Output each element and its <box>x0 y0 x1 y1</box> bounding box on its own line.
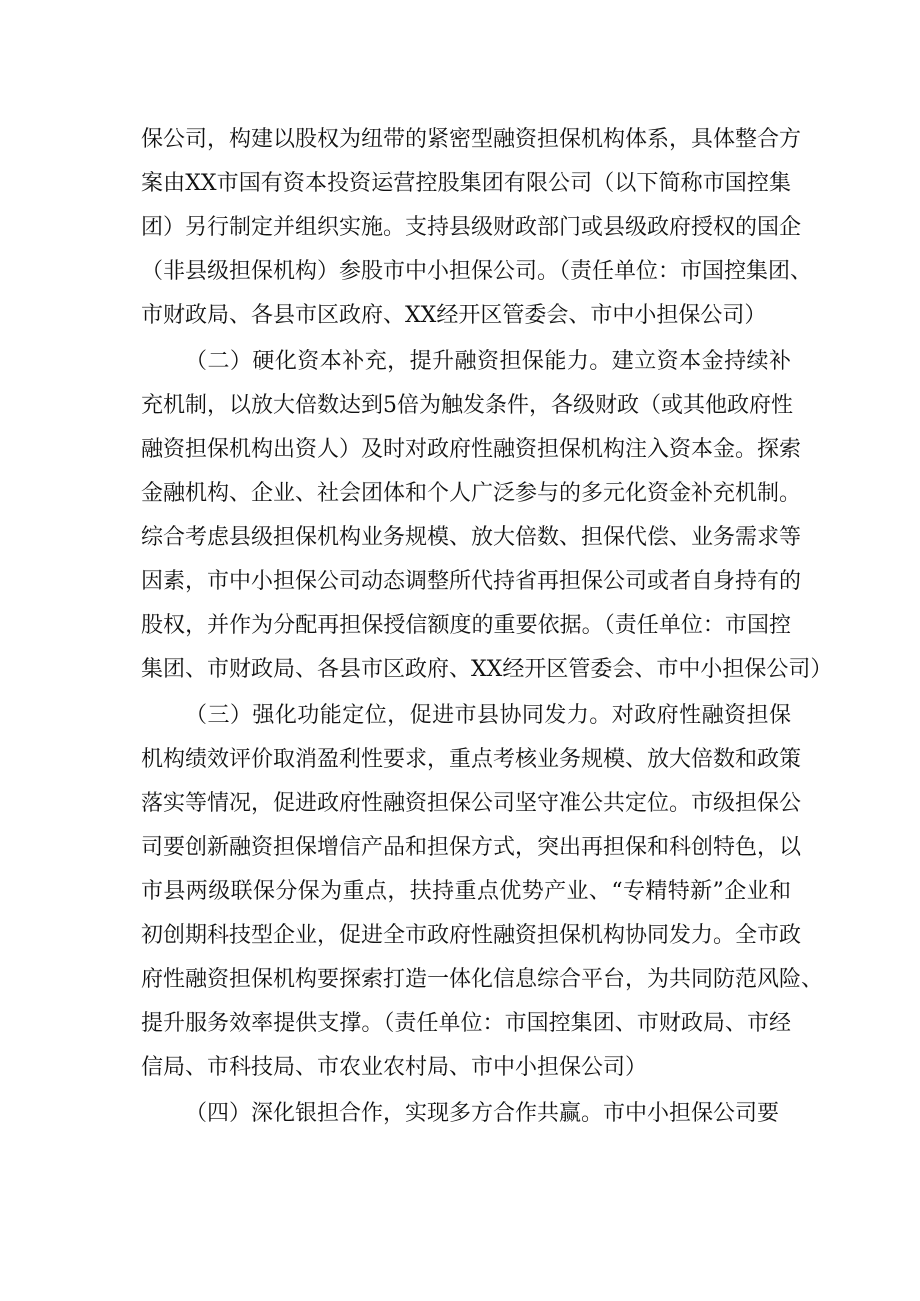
text-line: 司要创新融资担保增信产品和担保方式，突出再担保和科创特色，以 <box>141 835 802 860</box>
text-line: 保公司，构建以股权为纽带的紧密型融资担保机构体系，具体整合方 <box>141 127 802 152</box>
text-line: 提升服务效率提供支撑。（责任单位：市国控集团、市财政局、市经 <box>141 1011 791 1036</box>
text-line: 市县两级联保分保为重点，扶持重点优势产业、“专精特新”企业和 <box>141 879 791 904</box>
text-line: 案由XX市国有资本投资运营控股集团有限公司（以下简称市国控集 <box>141 171 791 196</box>
text-line: 综合考虑县级担保机构业务规模、放大倍数、担保代偿、业务需求等 <box>141 525 802 550</box>
text-line: 因素，市中小担保公司动态调整所代持省再担保公司或者自身持有的 <box>141 569 802 594</box>
text-line: 充机制，以放大倍数达到5倍为触发条件，各级财政（或其他政府性 <box>141 393 793 418</box>
text-line: 府性融资担保机构要探索打造一体化信息综合平台，为共同防范风险、 <box>141 967 824 992</box>
text-line: 股权，并作为分配再担保授信额度的重要依据。（责任单位：市国控 <box>141 613 791 638</box>
text-line: 信局、市科技局、市农业农村局、市中小担保公司） <box>141 1055 648 1080</box>
text-line: 初创期科技型企业，促进全市政府性融资担保机构协同发力。全市政 <box>141 923 802 948</box>
text-line: 集团、市财政局、各县市区政府、XX经开区管委会、市中小担保公司） <box>141 657 833 682</box>
paragraph-heading-line: （三）强化功能定位，促进市县协同发力。对政府性融资担保 <box>185 703 791 728</box>
text-line: 金融机构、企业、社会团体和个人广泛参与的多元化资金补充机制。 <box>141 481 802 506</box>
paragraph-heading-line: （四）深化银担合作，实现多方合作共赢。市中小担保公司要 <box>185 1101 780 1126</box>
text-line: 落实等情况，促进政府性融资担保公司坚守准公共定位。市级担保公 <box>141 791 802 816</box>
text-line: 市财政局、各县市区政府、XX经开区管委会、市中小担保公司） <box>141 303 767 328</box>
text-line: （非县级担保机构）参股市中小担保公司。（责任单位：市国控集团、 <box>141 259 813 284</box>
text-line: 机构绩效评价取消盈利性要求，重点考核业务规模、放大倍数和政策 <box>141 747 802 772</box>
paragraph-heading-line: （二）硬化资本补充，提升融资担保能力。建立资本金持续补 <box>185 349 791 374</box>
text-line: 团）另行制定并组织实施。支持县级财政部门或县级政府授权的国企 <box>141 215 802 240</box>
text-line: 融资担保机构出资人）及时对政府性融资担保机构注入资本金。探索 <box>141 437 802 462</box>
